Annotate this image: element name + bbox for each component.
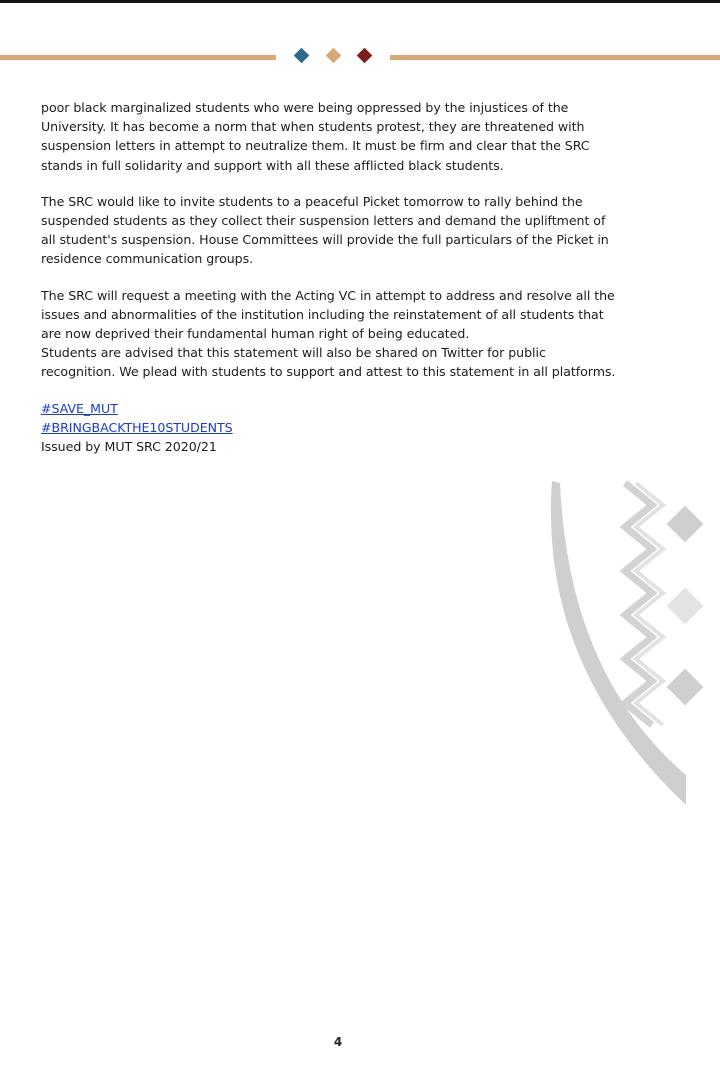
hashtag-link-bring-back[interactable]: #BRINGBACKTHE10STUDENTS (41, 419, 233, 435)
tan-diamond-icon (326, 48, 342, 64)
header-rule-left (0, 55, 276, 60)
issued-by-signature: Issued by MUT SRC 2020/21 (41, 439, 217, 455)
page-number: 4 (333, 1035, 343, 1049)
paragraph-meeting: The SRC will request a meeting with the Acting VC in attempt to address and resolve all the issues and abnormalities of the institution including the reinstatement of all students that are now deprived their fundamental human right of being educated. Students are advised that this statement will also be shared on Twitter for public recognition. We plead with students to support and attest to this statement in all platforms. (41, 287, 616, 380)
document-body (41, 98, 641, 456)
header-rule-right (390, 55, 720, 60)
maroon-diamond-icon (357, 48, 373, 64)
paragraph-solidarity: poor black marginalized students who were being oppressed by the injustices of the University. It has become a norm that when students protest, they are threatened with suspension letters in attempt to neutralize them. It must be firm and clear that the SRC stands in full solidarity and support with all these afflicted black students. (41, 100, 590, 173)
page-top-border (0, 0, 720, 3)
blue-diamond-icon (294, 48, 310, 64)
hashtag-link-save-mut[interactable]: #SAVE_MUT (41, 400, 118, 416)
watermark-ornament-icon (540, 475, 720, 810)
paragraph-picket: The SRC would like to invite students to a peaceful Picket tomorrow to rally behind the suspended students as they collect their suspension letters and demand the upliftment of all student's suspension. House Committees will provide the full particulars of the Picket in residence communication groups. (41, 193, 609, 267)
